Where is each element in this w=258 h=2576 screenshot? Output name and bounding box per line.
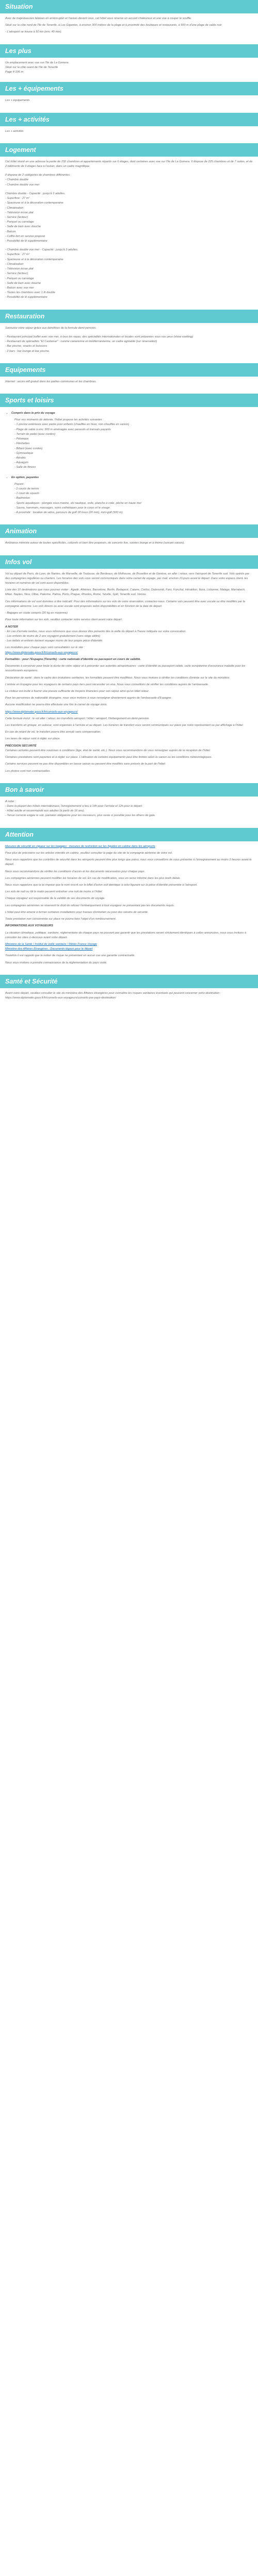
infos-line: Déclaration de santé : dans le cadre des évolutions sanitaires, les formalités peuvent être modifiées. Nous vous invitons à vérifier les conditions d'entrée sur le site du ministère. [5,676,230,680]
attention-line: Nous vous recommandons de vérifier les conditions d'accès et les documents nécessaires pour chaque pays. [5,870,146,873]
sports-line: - Fléchettes [14,442,30,446]
animation-line: Ambiance intimiste autour de toutes spécificités, culturels et bien être proposés, de concerts live, soirées lounge et à thème (suivant saison). [5,541,185,545]
infos-line: Cette formule inclut : le vol aller / retour, les transferts aéroport / hôtel / aéroport, l'hébergement en demi-pension. [5,717,150,720]
section-header-sports: Sports et loisirs [0,394,258,407]
section-body-animation [0,538,258,555]
infos-line: Documents à conserver pour toute la durée de votre séjour et à présenter aux autorités aéroportuaires : carte d'identité ou passeport valide, carte européenne d'assurance maladie pour les ressortissants européens. [5,665,246,673]
section-header-restauration: Restauration [0,310,258,323]
attention-line: Les vols de nuit ou tôt le matin peuvent entraîner une nuit de moins à l'hôtel. [5,890,103,894]
sports-paid-line: Payant : [14,482,25,486]
logement-line: - Superficie : 27 m² [5,253,30,257]
attention-line: Les compagnies aériennes peuvent modifier les horaires de vol. En cas de modification, vous en serez informé dans les plus brefs délais. [5,876,181,880]
infos-line: Pour les personnes de nationalité étrangère, nous vous invitons à vous renseigner directement auprès de l'ambassade d'Espagne. [5,697,172,700]
sports-line: - Pétanque [14,437,29,441]
sports-paid-line: - Sauna, hammam, massages, soins esthétiques pour le corps et le visage [14,506,110,510]
logement-line: - Superficie : 27 m² [5,197,30,200]
diplomatie-link[interactable]: https://www.diplomatie.gouv.fr/fr/conseils-aux-voyageurs/ [5,651,78,654]
attention-heading: INFORMATIONS AUX VOYAGEURS [5,924,53,928]
section-header-situation: Situation [0,0,258,13]
infos-line: Les transferts en groupe, en autocar, sont organisés à l'arrivée et au départ. Les horaires de transfert vous seront communiqués sur place par notre représentant ou par affichage à l'hôtel. [5,724,244,727]
plus-line: Situé sur la côte ouest de l'île de Tenerife [5,65,58,69]
infos-heading: PRÉCISION SÉCURITÉ [5,744,37,748]
logement-line: Cet hôtel réunit en une adresse la partie de 232 chambres et appartements répartis sur 6 étages, dont certaines avec vue sur l'île de La Gomera. Il dispose de 225 chambres et de 7 suites, et de 2 bâtiments de 9 étages face à l'océan, dans un cadre magnifique. [5,160,253,168]
logement-line: - Toutes les chambres avec 1 lit double [5,291,55,295]
plus-line: Un emplacement avec vue sur l'île de La Gomera [5,61,69,64]
infos-line: Les photos sont non contractuelles. [5,769,51,773]
infos-line: - Bagages en soute compris (20 kg en moyenne) [5,612,68,615]
sports-paid-line: - Badminton [14,497,30,500]
sports-line: Pour vos moments de détente, l'hôtel propose les activités suivantes : [14,418,104,422]
logement-line: - Salle de bain avec douche [5,281,41,285]
sports-line: - Billard (avec cordes) [14,447,43,450]
infos-line: En cas de retard de vol, le transfert pourra être annulé sans compensation. [5,731,101,734]
section-header-equipements-plus: Les + équipements [0,82,258,95]
logement-line: - Coffre-fort en service proposé [5,234,45,238]
logement-line: - Service (lecteur) [5,272,28,276]
attention-line: Nous vous rappelons que la loi impose que le nom inscrit sur le billet d'avion soit identique à celui figurant sur la pièce d'identité présentée à l'aéroport. [5,883,198,887]
section-body-equipements-plus [0,95,258,112]
sante-link[interactable]: Ministère de la Santé / Institut de veille sanitaire / Météo France Voyage [5,942,97,946]
bon-savoir-line: - Tenue correcte exigée le soir, pantalon obligatoire pour les messieurs, plus veste si possible pour les dîners de gala. [5,814,156,818]
infos-heading: A NOTER [5,625,18,629]
restauration-line: - 2 bars : bar lounge et bar piscine. [5,349,50,353]
attention-line: Nous vous rappelons que les contrôles de sécurité dans les aéroports peuvent être plus longs que prévu, nous vous conseillons de vous présenter à l'enregistrement au moins 2 heures avant le départ. [5,858,252,867]
attention-line: Toutefois il est rappelé que la notion de risque ne présentant en aucun cas une garantie contractuelle. [5,954,135,958]
sports-paid-line: - 1 court de squash [14,492,39,496]
attention-line: Toute prestation non consommée sur place ne pourra faire l'objet d'un remboursement. [5,918,117,921]
sports-line: - Aérobic [14,456,26,460]
infos-line: - Les enfants de moins de 2 ans voyagent gratuitement (sans siège attitré) [5,634,101,638]
logement-line: - Parquet ou carrelage [5,277,34,280]
logement-line: - Parquet ou carrelage [5,221,34,224]
section-body-sports [0,407,258,524]
restauration-line: - Bar piscine, snacks et boissons [5,345,47,348]
attention-line: La situation climatique, politique, sanitaire, réglementaire de chaque pays ne pouvant pas garantir que les prestations seront strictement identiques à celles annoncées, nous vous invitons à consulter les sites ci-dessous avant votre départ. [5,931,247,939]
infos-line: Aucune modification ne pourra être effectuée une fois le carnet de voyage émis. [5,703,108,707]
infos-line: Les taxes de séjour sont à régler sur place. [5,737,60,741]
logement-line: - Climatisation [5,262,24,266]
equipements-plus-line: Les + équipements [5,99,30,103]
sante-line: Avant votre départ, veuillez consulter le site du ministère des Affaires étrangères pour connaître les risques sanitaires éventuels qui peuvent concerner votre destination : https://www.diplomatie.gouv.fr/fr/conseils-aux-voyageurs/conseils-par-pays-destination/ [5,991,221,1000]
sports-paid-list [5,476,253,480]
sports-paid-line: - 2 courts de tennis [14,487,39,491]
diplomatie-link-2[interactable]: https://www.diplomatie.gouv.fr/fr/conseils-aux-voyageurs/ [5,710,78,714]
logement-line: - Salle de bain avec douche [5,225,41,229]
section-body-equipements [0,377,258,394]
situation-line: Situé sur la côte nord de l'île de Tenerife, à Los Gigantes, à environ 300 mètres de la plage et à proximité des boutiques et restaurants, à 900 m d'une plage de sable noir. [5,24,222,27]
section-body-plus [0,58,258,82]
situation-line: Avec de majestueuses falaises en arrière-plan et l'océan devant vous, cet hôtel vous réserve un accueil chaleureux et une vue à couper le souffle. [5,17,192,20]
sports-line: - 1 piscine extérieure avec partie pour enfants (chauffée en hiver, non chauffée en saison) [14,423,130,427]
infos-line: Vol au départ de Paris, de Lyon, de Nantes, de Marseille, de Toulouse, de Bordeaux, de Mulhouse, de Bruxelles et de Genève, en aller / retour, vers l'aéroport de Tenerife sud. Vols opérés par des compagnies régulières ou charters. Les horaires des vols vous seront communiqués dans votre carnet de voyage, par mail, environ 10 jours avant le départ. Dans votre espace client, les horaires et numéros de vol sont aussi disponibles. [5,572,250,585]
infos-line: - En cas d'arrivée tardive, nous vous informons que vous devrez être présents dès la veille du départ à l'heure indiquée sur votre convocation. [5,630,187,633]
attention-line: Les compagnies aériennes se réservent le droit de refuser l'embarquement à tout voyageur ne présentant pas les documents requis. [5,904,175,907]
logement-line: - Chambre double [5,178,28,182]
section-body-situation [0,13,258,44]
activites-plus-line: Les + activités [5,129,24,133]
attention-line: L'hôtel peut être amené à fermer certaines installations pour travaux d'entretien ou pour des raisons de sécurité. [5,910,149,914]
section-header-attention: Attention [0,828,258,841]
affaires-etrangeres-link[interactable]: Ministère des Affaires Étrangères : Documents légaux pour le départ [5,947,93,951]
infos-line: Certains services peuvent ne pas être disponibles en basse saison ou peuvent être modifiés sans préavis de la part de l'hôtel. [5,762,166,766]
sports-paid-heading: • En option, payantes [11,476,253,480]
infos-line: Formalités : pour l'Espagne (Tenerife) : carte nationale d'identité ou passeport en cours de validité. [5,657,141,661]
infos-line: L'entrée en Espagne pour les voyageurs de certains pays tiers peut nécessiter un visa. Nous vous conseillons de vérifier les conditions auprès de l'ambassade. [5,683,209,686]
section-body-attention [0,841,258,975]
section-header-animation: Animation [0,524,258,538]
sports-line: - Salle de fitness [14,466,36,469]
section-body-bon-a-savoir [0,796,258,828]
sports-included-list [5,411,253,416]
logement-line: - Possibilité de lit supplémentaire [5,296,47,299]
section-header-infos-vol: Infos vol [0,555,258,569]
sports-paid-line: - A proximité : location de vélos, parcours de golf 18 trous (20 min), mini-golf (500 m). [14,511,123,515]
infos-line: Les modalités pour chaque pays sont consultables sur le site : [5,646,85,650]
section-header-activites-plus: Les + activités [0,113,258,126]
liquides-link[interactable]: Mesures de sécurité en vigueur sur les bagages : mesures de restriction sur les liquides en cabine dans les aéroports [5,844,155,848]
logement-line: - Service (lecteur) [5,215,28,219]
spacer [5,472,253,474]
infos-line: Certaines activités peuvent être soumises à conditions (âge, état de santé, etc.). Nous vous recommandons de vous renseigner auprès de la réception de l'hôtel. [5,749,211,752]
infos-line: - Les bébés et enfants doivent voyager munis de leur propre pièce d'identité. [5,639,103,643]
infos-line: Le visiteur est invité à fournir une preuve suffisante de moyens financiers pour son séjour ainsi qu'un billet retour. [5,689,150,693]
bon-savoir-line: - Dans la plupart des hôtels internationaux, l'enregistrement a lieu à 14h pour l'arrivée et 12h pour le départ. [5,805,143,808]
logement-line: - Spacieuse et à la décoration contemporaine [5,201,63,205]
infos-line: Liste des 10 destinations que vous pourrez visiter : Agadir, Athènes, Barcelone, Berlin, Budapest, Catane, Corfou, Dubrovnik, Faro, Funchal, Héraklion, Ibiza, Lisbonne, Malaga, Marrakech, Milan, Naples, Nice, Olbia, Palerme, Palma, Porto, Prague, Rhodes, Rome, Séville, Split, Tenerife sud, Venise. [5,588,246,597]
bon-savoir-line: A noter : [5,800,16,803]
logement-line: - Chambre double vue mer - Capacité : jusqu'à 3 adultes. [5,248,78,252]
section-header-logement: Logement [0,143,258,157]
page [0,0,258,1010]
section-body-logement [0,157,258,310]
sports-included-heading: • Compris dans le prix du voyage [11,411,253,416]
infos-line: Ces informations de vol sont données à titre indicatif. Pour des informations sur les vols de votre réservation, contactez-nous. Certains vols peuvent être avec escale ou être modifiés par la compagnie aérienne. Les vols directs ou avec escale sont proposés selon disponibilités et en fonction de la date de départ. [5,600,245,608]
sports-line: - Gymnastique [14,451,34,455]
sports-paid-line: - Sports aquatiques : plongée sous-marine, ski nautique, voile, planche à voile, pêche en haute mer [14,501,142,505]
logement-line: - Spacieuse et à la décoration contemporaine [5,258,63,261]
bon-savoir-line: - Hôtel adulte et recommandé aux adultes (à partir de 16 ans). [5,809,85,813]
logement-line: - Chambre double vue mer [5,183,40,187]
logement-line: - Possibilité de lit supplémentaire [5,240,47,243]
logement-line: - Balcon [5,230,16,233]
attention-line: Pour plus de précisions sur les articles interdits en cabine, veuillez consulter la page du site de la compagnie aérienne de votre vol. [5,851,173,855]
restauration-line: - Restaurant principal buffet avec vue mer, à tous les repas, des spécialités internationales et locales sont préparées sous vos yeux (show cooking) [5,335,194,338]
attention-line: Nous vous invitons à prendre connaissance de la réglementation du pays visité. [5,961,107,964]
plus-line: Page 4-106 m [5,71,24,74]
logement-line: Il dispose de 2 catégories de chambres différentes : [5,174,72,177]
section-body-restauration [0,323,258,363]
equipements-line: Internet : accès wifi gratuit dans les parties communes et les chambres. [5,380,97,383]
section-header-plus: Les plus [0,44,258,58]
section-body-sante [0,988,258,1010]
section-body-activites-plus [0,126,258,143]
sports-line: - Aquagym [14,461,28,465]
attention-line: Chaque voyageur est responsable de la validité de ses documents de voyage. [5,897,105,901]
section-header-bon-a-savoir: Bon à savoir [0,783,258,796]
restauration-line: Savourez votre séjour grâce aux bénéfices de la formule demi-pension. [5,326,96,330]
logement-line: Chambre double - Capacité : jusqu'à 3 adultes. [5,192,66,195]
situation-line: - L'aéroport se trouve à 50 km (env. 40 min). [5,30,62,34]
sports-line: - Terrain de padel (avec cordes) [14,432,56,436]
logement-line: - Balcon avec vue mer [5,286,34,290]
logement-line: - Climatisation [5,206,24,210]
infos-line: Pour toute information sur les vols, veuillez contacter notre service client avant votre départ. [5,618,123,622]
logement-line: - Télévision écran plat [5,211,34,214]
section-header-sante: Santé et Sécurité [0,975,258,988]
logement-line: - Télévision écran plat [5,267,34,271]
infos-line: Certaines prestations sont payantes et à régler sur place. L'utilisation de certains équipements peut être limitée selon la saison ou les conditions météorologiques. [5,756,212,759]
restauration-line: - Restaurant de spécialités "El Castamar" : cuisine canarienne et méditerranéenne, un cadre agréable (sur réservation) [5,340,157,344]
section-body-infos-vol [0,569,258,783]
sports-line: - Plage de sable à env. 900 m aménagée avec parasols et transats payants [14,428,111,431]
section-header-equipements: Equipements [0,363,258,377]
